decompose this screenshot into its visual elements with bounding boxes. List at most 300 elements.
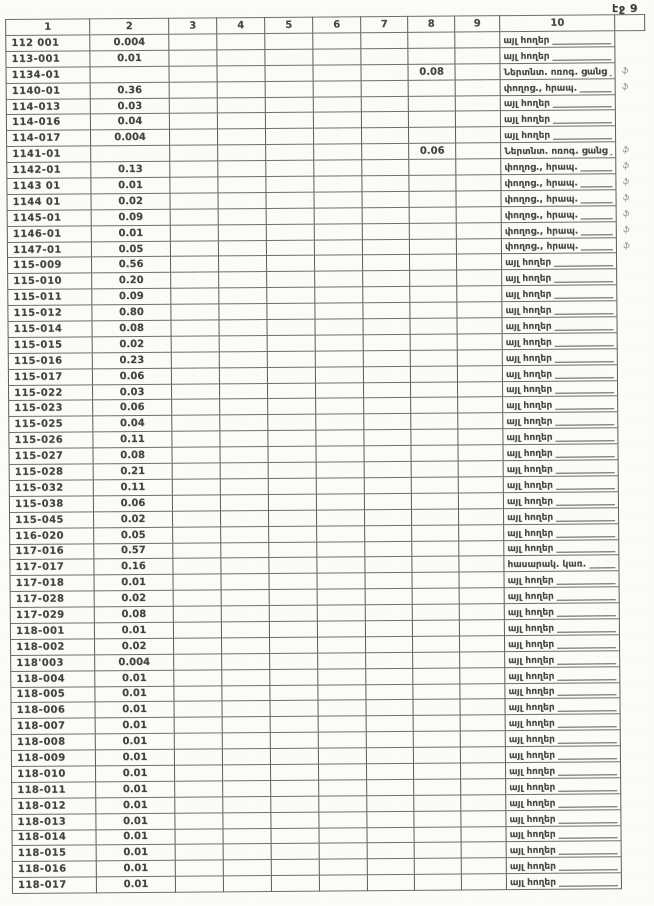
- cell-empty: [319, 843, 367, 859]
- cell-land-type: [504, 635, 620, 652]
- cell-col8-value: [409, 175, 456, 191]
- cell-col8-value: [409, 239, 456, 255]
- cell-empty: [362, 223, 409, 239]
- underline-rule: [553, 59, 612, 60]
- margin-handwritten-note: [620, 698, 650, 714]
- land-type-label: այլ հողեր: [508, 750, 556, 762]
- margin-handwritten-note: [620, 714, 650, 730]
- cell-area-value: [90, 66, 169, 83]
- cell-empty: [267, 287, 315, 303]
- land-type-label: Ներտնտ. ոռոգ. ցանց: [503, 66, 607, 78]
- land-type-wrap: [503, 47, 613, 63]
- land-type-label: այլ հողեր: [508, 718, 555, 730]
- land-type-label: այլ հողեր: [509, 846, 556, 857]
- cell-empty: [268, 462, 316, 478]
- land-type-wrap: [508, 667, 618, 683]
- cell-col8-value: [413, 683, 460, 699]
- cell-empty: [363, 382, 410, 398]
- cell-land-type: [504, 619, 620, 636]
- cell-col8-value: [408, 96, 455, 112]
- land-type-label: այլ հողեր: [507, 528, 554, 539]
- cell-land-type: [505, 650, 621, 667]
- cell-col8-value: [409, 254, 456, 270]
- land-type-label: այլ հողեր: [506, 480, 553, 491]
- underline-rule: [553, 107, 612, 108]
- land-type-wrap: [504, 174, 614, 190]
- cell-empty: [172, 511, 220, 527]
- land-type-wrap: [508, 603, 618, 619]
- cell-empty: [220, 447, 268, 463]
- land-type-label: այլ հողեր: [507, 591, 554, 603]
- cell-empty: [268, 399, 316, 415]
- cell-col8-value: [412, 572, 459, 588]
- land-type-label: այլ հողեր: [508, 655, 555, 666]
- cell-empty: [223, 860, 271, 876]
- cell-empty: [319, 827, 367, 843]
- cell-parcel-id: 118-016: [12, 861, 96, 878]
- cell-empty: [456, 191, 501, 207]
- underline-rule: [581, 250, 613, 251]
- land-type-wrap: [506, 333, 616, 349]
- cell-col8-value: [414, 811, 461, 827]
- cell-empty: [265, 113, 313, 129]
- cell-area-value: 0.02: [93, 511, 172, 528]
- cell-land-type: [506, 809, 622, 826]
- land-type-wrap: [510, 873, 620, 889]
- cell-empty: [268, 430, 316, 446]
- land-type-wrap: [506, 365, 616, 381]
- cell-empty: [171, 368, 219, 384]
- land-type-wrap: [508, 587, 618, 603]
- underline-rule: [557, 583, 616, 584]
- scan-area: [5, 14, 652, 894]
- cell-area-value: 0.21: [93, 463, 172, 480]
- land-type-label: այլ հողեր: [506, 496, 554, 507]
- cell-empty: [221, 526, 269, 542]
- underline-rule: [556, 552, 615, 553]
- column-header-7: 7: [361, 16, 408, 32]
- cell-area-value: 0.01: [91, 225, 170, 242]
- cell-area-value: 0.23: [92, 352, 171, 369]
- cell-empty: [266, 192, 314, 208]
- underline-rule: [580, 91, 612, 92]
- cell-empty: [169, 82, 217, 98]
- cell-area-value: 0.01: [96, 797, 175, 814]
- cell-empty: [221, 574, 269, 590]
- cell-empty: [366, 700, 413, 716]
- cell-empty: [173, 606, 221, 622]
- cell-col8-value: [412, 588, 459, 604]
- cell-area-value: 0.01: [96, 845, 175, 862]
- cell-empty: [222, 669, 270, 685]
- cell-empty: [265, 49, 313, 65]
- underline-rule: [555, 377, 614, 378]
- cell-land-type: [505, 698, 621, 715]
- land-type-label: այլ հողեր: [505, 289, 552, 301]
- cell-empty: [221, 542, 269, 558]
- margin-handwritten-note: [617, 269, 647, 285]
- cell-empty: [218, 208, 266, 224]
- cell-parcel-id: 115-022: [9, 384, 93, 401]
- land-type-wrap: [509, 826, 619, 842]
- cell-empty: [455, 127, 500, 143]
- cell-col8-value: [408, 80, 455, 96]
- cell-area-value: 0.01: [96, 829, 175, 846]
- cell-empty: [364, 493, 411, 509]
- cell-parcel-id: 118-013: [12, 813, 96, 830]
- cell-empty: [174, 701, 222, 717]
- margin-handwritten-note: [620, 666, 650, 682]
- cell-parcel-id: 115-017: [8, 369, 92, 386]
- cell-col8-value: [411, 445, 458, 461]
- cell-col8-value: [411, 477, 458, 493]
- land-type-wrap: [507, 572, 617, 588]
- cell-empty: [367, 779, 414, 795]
- underline-rule: [559, 854, 618, 855]
- cell-empty: [221, 621, 269, 637]
- margin-handwritten-note: [619, 539, 649, 555]
- cell-col8-value: [409, 223, 456, 239]
- cell-col8-value: [414, 795, 461, 811]
- cell-empty: [171, 272, 219, 288]
- cell-empty: [175, 797, 223, 813]
- cell-empty: [316, 494, 364, 510]
- land-type-wrap: [507, 492, 617, 508]
- cell-empty: [364, 414, 411, 430]
- cell-empty: [361, 80, 408, 96]
- cell-empty: [318, 716, 366, 732]
- underline-rule: [557, 647, 616, 648]
- land-type-wrap: [505, 270, 615, 286]
- cell-land-type: [500, 47, 616, 64]
- cell-empty: [317, 557, 365, 573]
- cell-parcel-id: 115-032: [9, 480, 93, 497]
- cell-empty: [217, 97, 265, 113]
- margin-handwritten-note: [618, 412, 648, 428]
- cell-empty: [316, 462, 364, 478]
- cell-empty: [269, 621, 317, 637]
- cell-empty: [169, 66, 217, 82]
- cell-empty: [459, 540, 504, 556]
- land-type-label: փողոց., հրապ.: [504, 210, 579, 221]
- cell-empty: [221, 637, 269, 653]
- cell-col8-value: [413, 668, 460, 684]
- cell-land-type: [503, 444, 619, 461]
- cell-area-value: 0.01: [95, 670, 174, 687]
- cell-empty: [363, 271, 410, 287]
- cell-empty: [362, 175, 409, 191]
- underline-rule: [558, 790, 617, 791]
- cell-empty: [172, 447, 220, 463]
- margin-handwritten-note: [617, 332, 647, 348]
- land-type-label: այլ հողեր: [507, 512, 554, 523]
- cell-empty: [219, 272, 267, 288]
- cell-empty: [361, 128, 408, 144]
- cell-empty: [457, 365, 502, 381]
- cell-empty: [223, 780, 271, 796]
- cell-land-type: [503, 492, 619, 509]
- margin-handwritten-note: [618, 460, 648, 476]
- cell-area-value: 0.13: [91, 161, 170, 178]
- cell-empty: [175, 876, 223, 892]
- cell-parcel-id: 118-014: [12, 829, 96, 846]
- cell-empty: [315, 271, 363, 287]
- land-type-wrap: [510, 858, 620, 874]
- cell-empty: [267, 303, 315, 319]
- cell-col8-value: [410, 286, 457, 302]
- cell-empty: [316, 414, 364, 430]
- cell-empty: [364, 477, 411, 493]
- cell-empty: [270, 716, 318, 732]
- cell-empty: [361, 48, 408, 64]
- cell-empty: [169, 34, 217, 50]
- underline-rule: [581, 202, 613, 203]
- cell-empty: [223, 796, 271, 812]
- cell-empty: [269, 589, 317, 605]
- cell-area-value: 0.02: [92, 336, 171, 353]
- cell-col8-value: [412, 620, 459, 636]
- cell-area-value: 0.09: [91, 209, 170, 226]
- underline-rule: [557, 615, 616, 616]
- margin-handwritten-note: ֆ: [622, 177, 630, 187]
- land-type-label: փողոց., հրապ.: [504, 226, 579, 237]
- cell-empty: [316, 430, 364, 446]
- land-type-label: Ներտնտ. ոռոգ. ցանց: [504, 146, 608, 158]
- land-type-label: հասարակ. կառ.: [507, 559, 587, 571]
- land-type-label: այլ հողեր: [508, 687, 555, 698]
- cell-area-value: 0.004: [90, 34, 169, 51]
- margin-handwritten-note: [616, 94, 646, 110]
- land-type-label: այլ հողեր: [509, 782, 556, 793]
- cell-land-type: [501, 158, 617, 175]
- cell-empty: [173, 638, 221, 654]
- land-type-label: այլ հողեր: [508, 703, 555, 714]
- column-header-2: 2: [90, 18, 169, 35]
- cell-empty: [365, 573, 412, 589]
- cell-col8-value: [413, 652, 460, 668]
- cell-empty: [367, 811, 414, 827]
- cell-empty: [366, 652, 413, 668]
- cell-empty: [318, 684, 366, 700]
- land-type-wrap: [504, 95, 614, 111]
- cell-empty: [217, 33, 265, 49]
- cell-empty: [315, 303, 363, 319]
- land-type-wrap: [509, 715, 619, 731]
- margin-handwritten-note: [617, 301, 647, 317]
- cell-empty: [313, 49, 361, 65]
- cell-area-value: 0.11: [93, 431, 172, 448]
- cell-empty: [171, 352, 219, 368]
- cell-empty: [220, 510, 268, 526]
- cell-empty: [171, 288, 219, 304]
- cell-empty: [222, 733, 270, 749]
- cell-empty: [169, 50, 217, 66]
- cell-area-value: 0.09: [92, 288, 171, 305]
- cell-area-value: 0.004: [91, 130, 170, 147]
- cell-col8-value: [412, 636, 459, 652]
- margin-handwritten-note: ֆ: [622, 81, 629, 91]
- land-type-wrap: [506, 429, 616, 445]
- margin-handwritten-note: ֆ: [622, 161, 630, 171]
- cell-area-value: 0.01: [95, 749, 174, 766]
- cell-empty: [456, 254, 501, 270]
- cell-empty: [461, 810, 506, 826]
- cell-land-type: [500, 94, 616, 111]
- cell-col8-value: [413, 715, 460, 731]
- cell-land-type: [501, 253, 617, 270]
- cell-area-value: 0.08: [94, 606, 173, 623]
- cell-col8-value: [410, 366, 457, 382]
- underline-rule: [554, 266, 613, 267]
- cell-area-value: 0.56: [92, 257, 171, 274]
- cell-empty: [314, 160, 362, 176]
- cell-empty: [361, 112, 408, 128]
- cell-empty: [267, 271, 315, 287]
- land-type-wrap: [507, 460, 617, 476]
- cell-empty: [170, 240, 218, 256]
- cell-parcel-id: 115-014: [8, 321, 92, 338]
- cell-land-type: [504, 571, 620, 588]
- land-type-label: այլ հողեր: [505, 369, 553, 380]
- land-type-label: փողոց., հրապ.: [504, 194, 579, 205]
- cell-empty: [270, 700, 318, 716]
- cell-land-type: [505, 730, 621, 747]
- land-type-label: այլ հողեր: [506, 401, 553, 412]
- underline-rule: [552, 43, 611, 44]
- cell-land-type: [501, 142, 617, 159]
- cell-land-type: [503, 476, 619, 493]
- cell-empty: [315, 287, 363, 303]
- cell-empty: [269, 557, 317, 573]
- cell-empty: [172, 399, 220, 415]
- cell-empty: [269, 526, 317, 542]
- cell-empty: [271, 844, 319, 860]
- cell-land-type: [506, 825, 622, 842]
- cell-empty: [364, 461, 411, 477]
- cell-empty: [220, 494, 268, 510]
- land-type-label: այլ հողեր: [509, 814, 556, 825]
- land-type-wrap: [507, 540, 617, 556]
- cell-empty: [173, 574, 221, 590]
- cell-col8-value: [408, 111, 455, 127]
- cell-empty: [172, 415, 220, 431]
- land-type-label: փողոց., հրապ.: [504, 242, 579, 253]
- land-type-label: փողոց., հրապ.: [504, 178, 578, 190]
- cell-empty: [219, 304, 267, 320]
- margin-handwritten-note: [615, 31, 645, 47]
- cell-col8-value: [413, 763, 460, 779]
- cell-empty: [267, 319, 315, 335]
- cell-parcel-id: 118-004: [11, 670, 95, 687]
- cell-empty: [314, 176, 362, 192]
- cell-empty: [461, 826, 506, 842]
- margin-handwritten-note: [619, 523, 649, 539]
- land-type-wrap: [507, 556, 617, 572]
- cell-empty: [319, 811, 367, 827]
- land-type-label: այլ հողեր: [508, 671, 555, 682]
- cell-area-value: 0.01: [95, 702, 174, 719]
- cell-empty: [314, 144, 362, 160]
- cell-empty: [219, 367, 267, 383]
- cell-empty: [457, 286, 502, 302]
- cell-land-type: [505, 682, 621, 699]
- cell-parcel-id: 115-025: [9, 416, 93, 433]
- cell-empty: [271, 859, 319, 875]
- cell-empty: [316, 446, 364, 462]
- cell-parcel-id: 1147-01: [7, 241, 91, 258]
- cell-parcel-id: 115-011: [8, 289, 92, 306]
- cell-empty: [175, 781, 223, 797]
- cell-empty: [270, 732, 318, 748]
- cell-empty: [269, 573, 317, 589]
- cell-empty: [223, 812, 271, 828]
- cell-empty: [455, 95, 500, 111]
- cell-empty: [460, 731, 505, 747]
- margin-handwritten-note: [619, 475, 649, 491]
- cell-parcel-id: 114-017: [7, 130, 91, 147]
- cell-area-value: 0.02: [94, 590, 173, 607]
- land-type-wrap: [504, 79, 614, 95]
- cell-empty: [363, 302, 410, 318]
- cell-land-type: [502, 301, 618, 318]
- margin-handwritten-note: [618, 364, 648, 380]
- land-type-wrap: [509, 794, 619, 810]
- land-type-label: այլ հողեր: [509, 861, 556, 873]
- underline-rule: [553, 123, 612, 124]
- underline-rule: [581, 186, 613, 187]
- cell-empty: [319, 875, 367, 891]
- margin-handwritten-note: [621, 825, 651, 841]
- cell-empty: [313, 33, 361, 49]
- cell-parcel-id: 118-007: [11, 718, 95, 735]
- cell-empty: [267, 335, 315, 351]
- cell-empty: [456, 222, 501, 238]
- land-type-wrap: [508, 651, 618, 667]
- cell-empty: [317, 573, 365, 589]
- cell-col8-value: [413, 747, 460, 763]
- land-type-label: այլ հողեր: [505, 273, 552, 285]
- margin-handwritten-note: [621, 793, 651, 809]
- land-type-label: այլ հողեր: [509, 798, 556, 809]
- cell-empty: [175, 860, 223, 876]
- margin-handwritten-note: [618, 428, 648, 444]
- land-type-wrap: [506, 349, 616, 365]
- margin-handwritten-note: [620, 650, 650, 666]
- cell-empty: [270, 748, 318, 764]
- margin-handwritten-note: [620, 682, 650, 698]
- underline-rule: [556, 488, 615, 489]
- cell-empty: [460, 651, 505, 667]
- cell-col8-value: [408, 32, 455, 48]
- cell-land-type: [502, 364, 618, 381]
- underline-rule: [555, 361, 614, 362]
- cell-land-type: [502, 269, 618, 286]
- land-type-label: այլ հողեր: [508, 734, 555, 746]
- underline-rule: [581, 234, 613, 235]
- cell-col8-value: [411, 413, 458, 429]
- cell-area-value: 0.08: [92, 320, 171, 337]
- cell-empty: [315, 335, 363, 351]
- cell-parcel-id: 118-001: [10, 623, 94, 640]
- cell-empty: [458, 397, 503, 413]
- underline-rule: [558, 711, 617, 712]
- cell-empty: [365, 589, 412, 605]
- cell-empty: [318, 748, 366, 764]
- cell-parcel-id: 117-029: [10, 607, 94, 624]
- cell-empty: [170, 161, 218, 177]
- cell-col8-value: [410, 302, 457, 318]
- cell-land-type: [500, 31, 616, 48]
